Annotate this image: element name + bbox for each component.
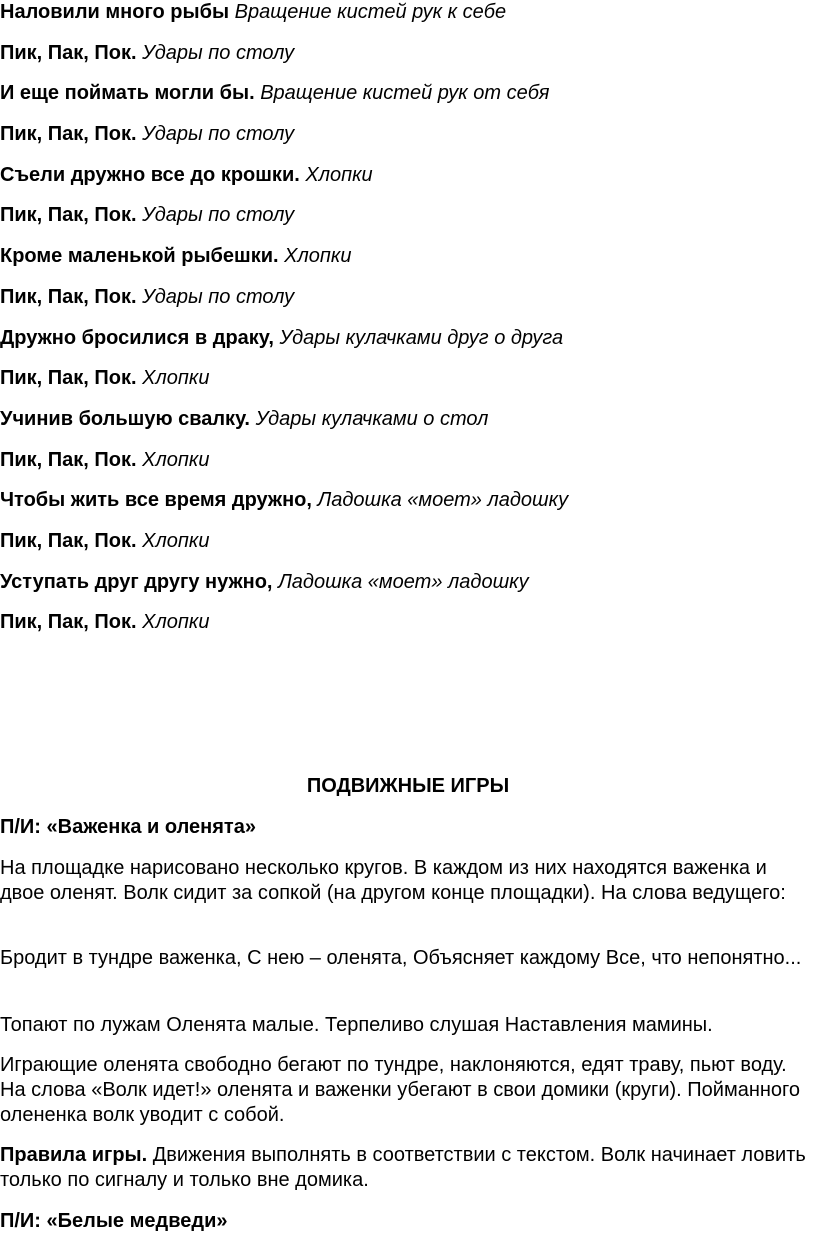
verse-words: Съели дружно все до крошки.: [0, 163, 300, 186]
game-rules: [0, 1143, 812, 1193]
verse-action: Ладошка «моет» ладошку: [278, 570, 529, 593]
verse-action: Удары по столу: [142, 41, 295, 64]
verse-words: И еще поймать могли бы.: [0, 82, 255, 105]
verse-line: [0, 529, 816, 570]
section-heading: [0, 774, 816, 799]
verse-line: [0, 407, 816, 448]
verse-action: Вращение кистей рук к себе: [234, 1, 507, 23]
verse-words: Пик, Пак, Пок.: [0, 285, 137, 308]
verse-action: Хлопки: [305, 163, 373, 186]
verse-line: [0, 81, 816, 122]
verse-words: Наловили много рыбы: [0, 1, 230, 23]
verse-line: [0, 285, 816, 326]
rules-label: Правила игры.: [0, 1144, 148, 1166]
game-verse-2: Топают по лужам Оленята малые. Терпеливо слушая Наставления мамины.: [0, 1014, 713, 1036]
verse-words: Кроме маленькой рыбешки.: [0, 245, 279, 268]
game-description: На площадке нарисовано несколько кругов. В каждом из них находятся важенка и двое оленят. Волк сидит за сопкой (на другом конце площадки). На слова ведущего:: [0, 857, 786, 904]
verse-line: [0, 244, 816, 285]
section-heading-text: ПОДВИЖНЫЕ ИГРЫ: [306, 775, 510, 797]
verse-words: Пик, Пак, Пок.: [0, 529, 137, 552]
verse-words: Пик, Пак, Пок.: [0, 123, 137, 146]
verse-action: Хлопки: [142, 611, 210, 634]
game-verse-1: Бродит в тундре важенка, С нею – оленята, Объясняет каждому Все, что непонятно...: [0, 947, 802, 969]
rules-text: Движения выполнять в соответствии с текстом. Волк начинает ловить только по сигналу и только вне домика.: [0, 1144, 806, 1191]
verse-words: Уступать друг другу нужно,: [0, 570, 273, 593]
verse-line: [0, 488, 816, 529]
verse-action: Удары по столу: [142, 123, 295, 146]
verse-line: [0, 203, 816, 244]
verse-line: [0, 163, 816, 204]
verse-line: [0, 326, 816, 367]
verse-line: [0, 366, 816, 407]
verse-line: [0, 570, 816, 611]
verse-action: Удары по столу: [142, 285, 295, 308]
verse-action: Хлопки: [142, 367, 210, 390]
verse-action: Хлопки: [284, 245, 352, 268]
verse-line: [0, 610, 816, 651]
verse-action: Вращение кистей рук от себя: [260, 82, 550, 105]
verse-action: Хлопки: [142, 448, 210, 471]
game-title: П/И: «Важенка и оленята»: [0, 816, 256, 838]
verse-line: [0, 122, 816, 163]
verse-action: Удары по столу: [142, 204, 295, 227]
verse-action: Хлопки: [142, 529, 210, 552]
verse-action: Ладошка «моет» ладошку: [317, 489, 569, 512]
verse-action: Удары кулачками о стол: [255, 407, 489, 430]
verse-words: Пик, Пак, Пок.: [0, 448, 137, 471]
verse-line: [0, 41, 816, 82]
game-title: П/И: «Белые медведи»: [0, 1210, 228, 1232]
verse-words: Учинив большую свалку.: [0, 407, 250, 430]
verse-words: Дружно бросилися в драку,: [0, 326, 274, 349]
verse-words: Пик, Пак, Пок.: [0, 611, 137, 634]
verse-words: Пик, Пак, Пок.: [0, 367, 137, 390]
verse-line: [0, 448, 816, 489]
verse-words: Пик, Пак, Пок.: [0, 41, 137, 64]
verse-line: [0, 0, 816, 41]
verse-action: Удары кулачками друг о друга: [279, 326, 564, 349]
game-instructions: Играющие оленята свободно бегают по тундре, наклоняются, едят траву, пьют воду. На слова «Волк идет!» оленята и важенки убегают в свои домики (круги). Пойманного олененка волк уводит с собой.: [0, 1054, 801, 1126]
verse-words: Пик, Пак, Пок.: [0, 204, 137, 227]
verse-words: Чтобы жить все время дружно,: [0, 489, 312, 512]
